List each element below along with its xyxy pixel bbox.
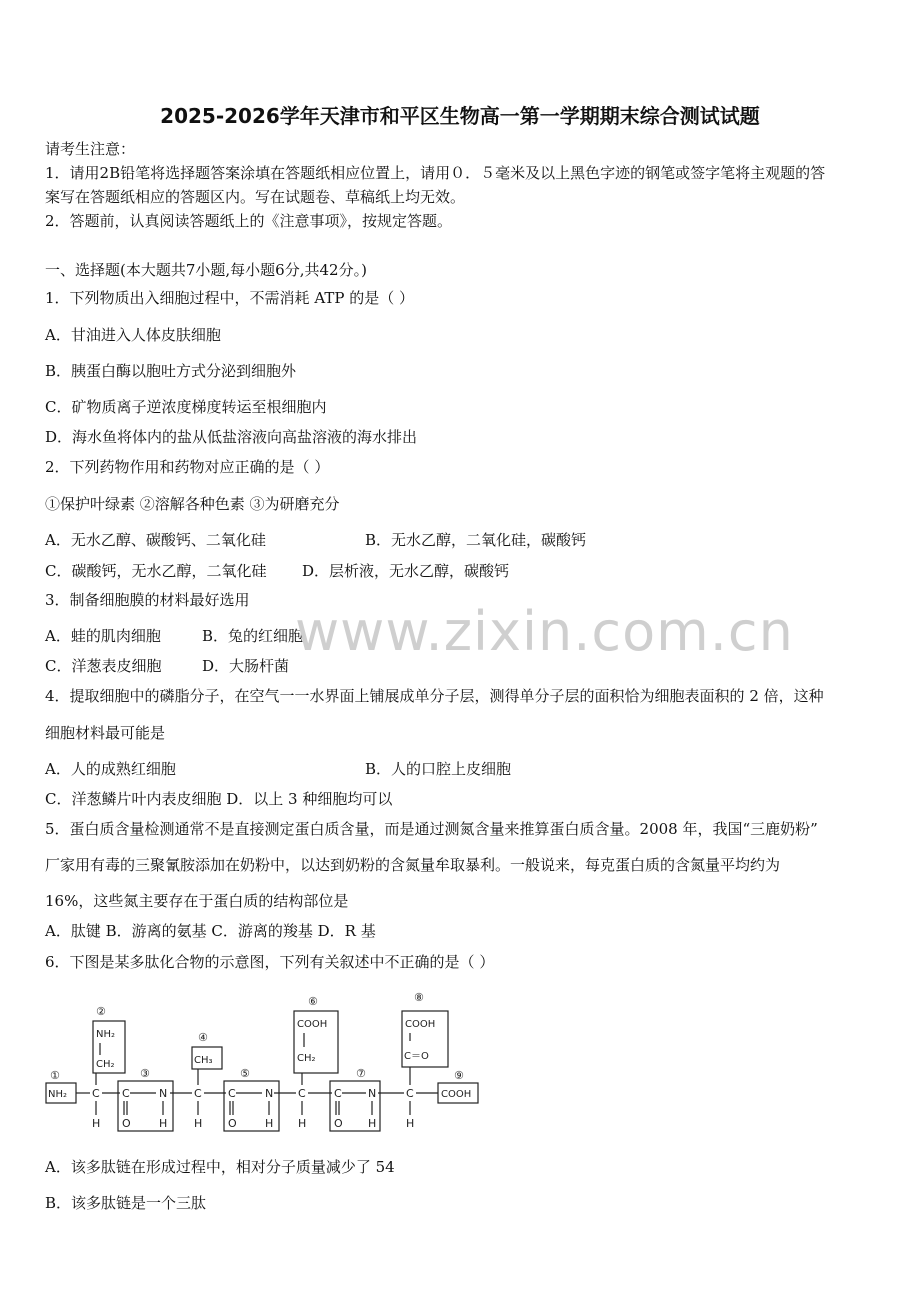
q2-items: ①保护叶绿素 ②溶解各种色素 ③为研磨充分 <box>45 495 340 513</box>
carbonyl-o-3: O <box>334 1117 343 1130</box>
r2-ch2: CH₂ <box>96 1059 115 1070</box>
notice-heading: 请考生注意： <box>45 140 136 158</box>
label-3: ③ <box>140 1067 150 1080</box>
r6-ch2: CH₂ <box>297 1053 316 1064</box>
notice-line-2: 案写在答题纸相应的答题区内。写在试题卷、草稿纸上均无效。 <box>45 188 466 206</box>
q1-option-c: C．矿物质离子逆浓度梯度转运至根细胞内 <box>45 398 327 416</box>
q1-stem: 1．下列物质出入细胞过程中，不需消耗 ATP 的是（ ） <box>45 289 414 307</box>
label-6: ⑥ <box>308 995 318 1008</box>
q2-option-d: D．层析液，无水乙醇，碳酸钙 <box>302 562 510 580</box>
alpha-c-4: C <box>406 1087 414 1100</box>
amide-h-3: H <box>368 1117 377 1130</box>
q6-option-a: A．该多肽链在形成过程中，相对分子质量减少了 54 <box>45 1158 395 1176</box>
carbonyl-c-1: C <box>122 1087 130 1100</box>
q3-option-b: B．兔的红细胞 <box>202 627 304 645</box>
q3-stem: 3．制备细胞膜的材料最好选用 <box>45 591 250 609</box>
q1-option-a: A．甘油进入人体皮肤细胞 <box>45 326 221 344</box>
q6-option-b: B．该多肽链是一个三肽 <box>45 1194 207 1212</box>
q3-option-c: C．洋葱表皮细胞 <box>45 657 162 675</box>
carbonyl-o-1: O <box>122 1117 131 1130</box>
label-2: ② <box>96 1005 106 1018</box>
alpha-c-3: C <box>298 1087 306 1100</box>
q5-stem-3: 16%，这些氮主要存在于蛋白质的结构部位是 <box>45 892 349 910</box>
amide-n-1: N <box>159 1087 168 1100</box>
label-9: ⑨ <box>454 1069 464 1082</box>
q4-option-cd: C．洋葱鳞片叶内表皮细胞 D．以上 3 种细胞均可以 <box>45 790 393 808</box>
cooh-end: COOH <box>441 1089 472 1100</box>
label-5: ⑤ <box>240 1067 250 1080</box>
q4-option-a: A．人的成熟红细胞 <box>45 760 176 778</box>
label-4: ④ <box>198 1031 208 1044</box>
r6-cooh: COOH <box>297 1019 328 1030</box>
amide-h-1: H <box>159 1117 168 1130</box>
alpha-h-1: H <box>92 1117 101 1130</box>
r4-ch3: CH₃ <box>194 1055 213 1066</box>
alpha-h-2: H <box>194 1117 203 1130</box>
q3-option-d: D．大肠杆菌 <box>202 657 290 675</box>
q2-option-b: B．无水乙醇，二氧化硅，碳酸钙 <box>365 531 587 549</box>
alpha-h-4: H <box>406 1117 415 1130</box>
r8-c-eq-o: C＝O <box>404 1051 429 1062</box>
amide-n-2: N <box>265 1087 274 1100</box>
q1-option-d: D．海水鱼将体内的盐从低盐溶液向高盐溶液的海水排出 <box>45 428 418 446</box>
page-title: 2025-2026学年天津市和平区生物高一第一学期期末综合测试试题 <box>160 104 760 128</box>
q5-stem-2: 厂家用有毒的三聚氰胺添加在奶粉中，以达到奶粉的含氮量牟取暴利。一般说来，每克蛋白质的含氮量平均约为 <box>45 856 781 874</box>
section-heading: 一、选择题(本大题共7小题,每小题6分,共42分。) <box>45 261 367 279</box>
carbonyl-c-2: C <box>228 1087 236 1100</box>
notice-line-1: 1．请用2B铅笔将选择题答案涂填在答题纸相应位置上，请用０．５毫米及以上黑色字迹的钢笔或签字笔将主观题的答 <box>45 164 826 182</box>
watermark: www.zixin.com.cn <box>295 600 794 663</box>
q1-option-b: B．胰蛋白酶以胞吐方式分泌到细胞外 <box>45 362 297 380</box>
q6-stem: 6．下图是某多肽化合物的示意图，下列有关叙述中不正确的是（ ） <box>45 953 495 971</box>
amide-n-3: N <box>368 1087 377 1100</box>
carbonyl-o-2: O <box>228 1117 237 1130</box>
r2-nh2: NH₂ <box>96 1029 116 1040</box>
q4-stem-1: 4．提取细胞中的磷脂分子，在空气一一水界面上铺展成单分子层，测得单分子层的面积恰为细胞表面积的 2 倍，这种 <box>45 687 824 705</box>
q5-options: A．肽键 B．游离的氨基 C．游离的羧基 D．R 基 <box>45 922 376 940</box>
q4-option-b: B．人的口腔上皮细胞 <box>365 760 512 778</box>
label-7: ⑦ <box>356 1067 366 1080</box>
amide-h-2: H <box>265 1117 274 1130</box>
carbonyl-c-3: C <box>334 1087 342 1100</box>
q2-option-c: C．碳酸钙，无水乙醇，二氧化硅 <box>45 562 267 580</box>
notice-line-3: 2．答题前，认真阅读答题纸上的《注意事项》，按规定答题。 <box>45 212 453 230</box>
q2-stem: 2．下列药物作用和药物对应正确的是（ ） <box>45 458 330 476</box>
alpha-h-3: H <box>298 1117 307 1130</box>
polypeptide-diagram <box>40 985 500 1135</box>
alpha-c-2: C <box>194 1087 202 1100</box>
q2-option-a: A．无水乙醇、碳酸钙、二氧化硅 <box>45 531 266 549</box>
q4-stem-2: 细胞材料最可能是 <box>45 724 166 742</box>
q3-option-a: A．蛙的肌肉细胞 <box>45 627 161 645</box>
alpha-c-1: C <box>92 1087 100 1100</box>
label-8: ⑧ <box>414 991 424 1004</box>
q5-stem-1: 5．蛋白质含量检测通常不是直接测定蛋白质含量，而是通过测氮含量来推算蛋白质含量。2008 年，我国“三鹿奶粉” <box>45 820 818 838</box>
nh2-left: NH₂ <box>48 1089 68 1100</box>
r8-cooh: COOH <box>405 1019 436 1030</box>
label-1: ① <box>50 1069 60 1082</box>
